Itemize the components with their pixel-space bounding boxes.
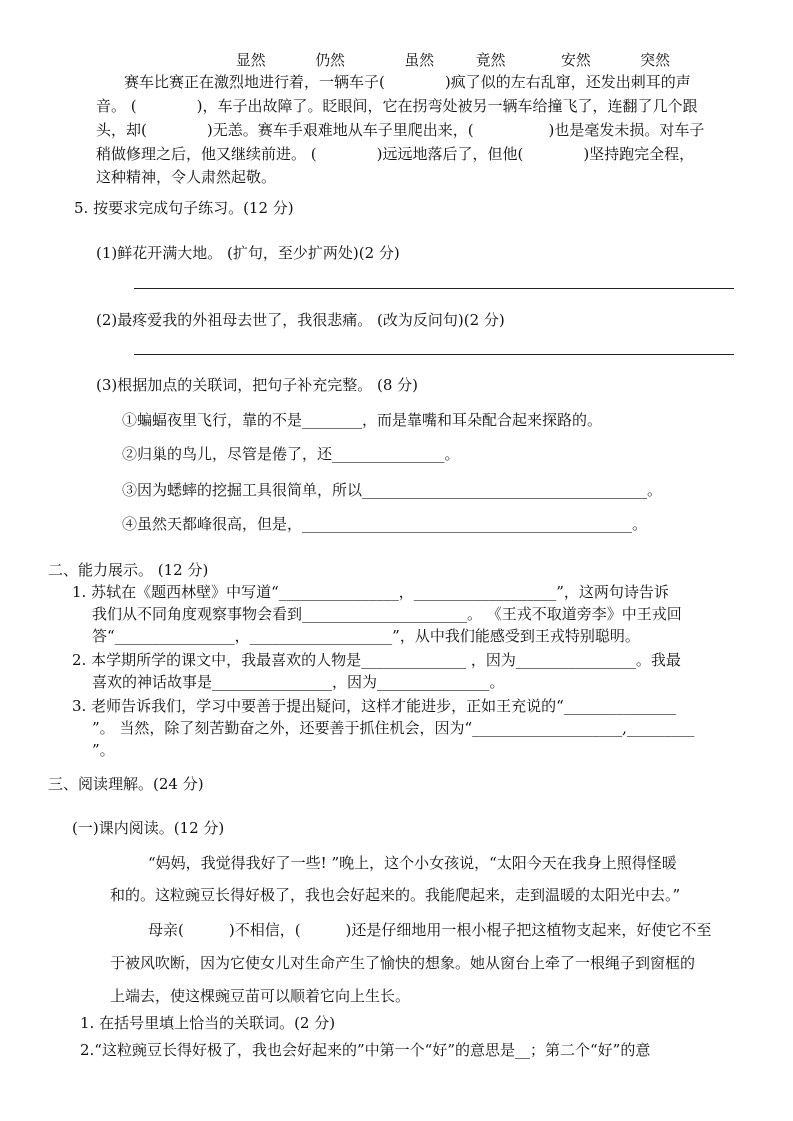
passage-line: 头，却( )无恙。赛车手艰难地从车子里爬出来，( )也是毫发未损。对车子 [96, 121, 705, 139]
section-2-line: ”。 当然，除了刻苦勤奋之外，还要善于抓住机会，因为“____________________,_________ [92, 719, 695, 737]
question-5-title: 5. 按要求完成句子练习。(12 分) [74, 199, 294, 217]
reading-line: “妈妈，我觉得我好了一些! ”晚上，这个小女孩说，“太阳今天在我身上照得怪暖 [148, 854, 677, 872]
reading-line: 于被风吹断，因为它使女儿对生命产生了愉快的想象。她从窗台上牵了一根绳子到窗框的 [110, 954, 696, 972]
answer-line[interactable] [134, 354, 734, 355]
word-bank-item: 虽然 [404, 51, 435, 69]
word-bank-item: 显然 [235, 51, 266, 69]
section-2-title: 二、能力展示。 (12 分) [48, 561, 209, 579]
section-2-line: 2. 本学期所学的课文中，我最喜欢的人物是______________ ，因为________________。我最 [72, 651, 681, 669]
q5-item: ④虽然天都峰很高，但是，____________________________________________。 [122, 515, 648, 533]
passage-line: 这种精神，令人肃然起敬。 [96, 168, 277, 186]
reading-line: 上端去，使这棵豌豆苗可以顺着它向上生长。 [110, 987, 411, 1005]
q5-item: ③因为蟋蟀的挖掘工具很简单，所以______________________________________。 [122, 481, 663, 499]
reading-line: 母亲( )不相信，( )还是仔细地用一根小棍子把这植物支起来，好使它不至 [148, 921, 712, 939]
section-3-subtitle: (一)课内阅读。(12 分) [72, 819, 225, 837]
q5-sub3: (3)根据加点的关联词，把句子补充完整。 (8 分) [96, 376, 419, 394]
reading-question: 2.“这粒豌豆长得好极了，我也会好起来的”中第一个“好”的意思是__；第二个“好”的意 [80, 1041, 651, 1059]
section-2-line: 喜欢的神话故事是________________，因为_______________。 [92, 673, 505, 691]
section-2-line: 答“________________，___________________”，从中我们能感受到王戎特别聪明。 [92, 627, 640, 645]
q5-item: ①蝙蝠夜里飞行，靠的不是________，而是靠嘴和耳朵配合起来探路的。 [122, 411, 603, 429]
section-2-line: 3. 老师告诉我们，学习中要善于提出疑问，这样才能进步，正如王充说的“_______________ [72, 697, 677, 715]
section-2-line: ”。 [92, 741, 115, 759]
word-bank-item: 突然 [640, 51, 671, 69]
reading-line: 和的。这粒豌豆长得好极了，我也会好起来的。我能爬起来，走到温暖的太阳光中去。” [110, 886, 681, 904]
q5-sub1: (1)鲜花开满大地。 (扩句，至少扩两处)(2 分) [96, 244, 400, 262]
word-bank-item: 仍然 [315, 51, 345, 69]
section-3-title: 三、阅读理解。(24 分) [48, 775, 204, 793]
answer-line[interactable] [134, 288, 734, 289]
passage-line: 音。 ( )，车子出故障了。眨眼间，它在拐弯处被另一辆车给撞飞了，连翻了几个跟 [96, 97, 698, 115]
section-2-line: 1. 苏轼在《题西林壁》中写道“________________，___________________”，这两句诗告诉 [72, 583, 669, 601]
q5-item: ②归巢的鸟儿，尽管是倦了，还_______________。 [122, 445, 460, 463]
passage-line: 稍做修理之后，他又继续前进。 ( )远远地落后了，但他( )坚持跑完全程， [96, 145, 695, 163]
q5-sub2: (2)最疼爱我的外祖母去世了，我很悲痛。 (改为反问句)(2 分) [96, 311, 505, 329]
word-bank-item: 安然 [561, 51, 591, 69]
passage-line: 赛车比赛正在激烈地进行着，一辆车子( )疯了似的左右乱窜，还发出刺耳的声 [124, 73, 691, 91]
section-2-line: 我们从不同角度观察事物会看到______________________。 《王戎不取道旁李》中王戎回 [92, 605, 682, 623]
word-bank-item: 竟然 [475, 51, 506, 69]
reading-question: 1. 在括号里填上恰当的关联词。(2 分) [80, 1014, 336, 1032]
